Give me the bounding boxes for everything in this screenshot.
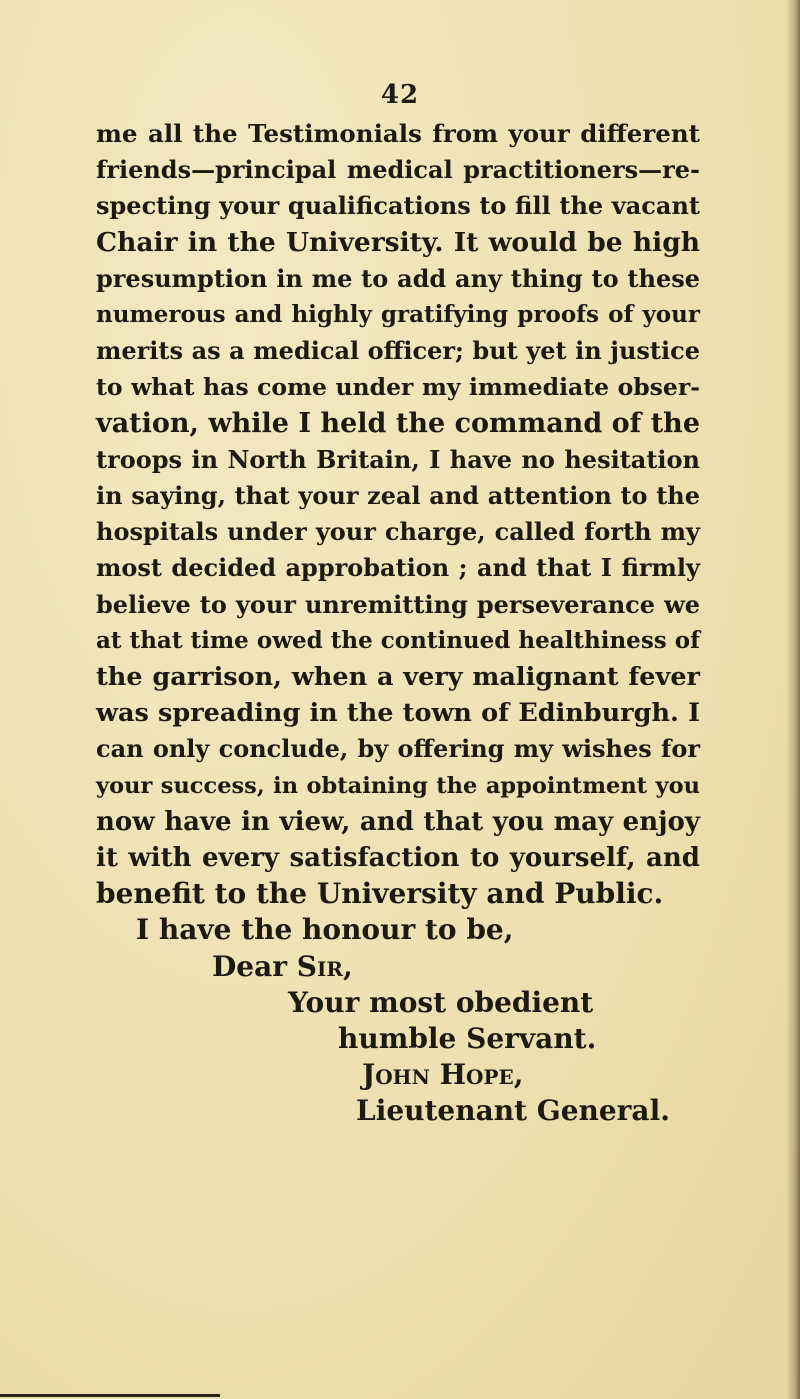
text-line: most decided approbation ; and that I firmly <box>96 553 700 583</box>
closing-servant: humble Servant. <box>338 1022 597 1055</box>
closing-salutation <box>0 950 800 983</box>
text-line: merits as a medical officer; but yet in justice <box>96 336 700 366</box>
signature-rank: Lieutenant General. <box>356 1094 670 1127</box>
page-edge-shadow <box>786 0 800 1399</box>
salutation-prefix: Dear <box>212 950 297 983</box>
page-number: 42 <box>380 80 420 110</box>
text-line: your success, in obtaining the appointment you <box>96 772 700 799</box>
text-line: numerous and highly gratifying proofs of your <box>96 301 700 329</box>
text-line: it with every satisfaction to yourself, and <box>96 843 700 874</box>
signature-name: John Hope <box>362 1058 514 1091</box>
text-line: troops in North Britain, I have no hesitation <box>96 444 700 474</box>
text-line: friends—principal medical practitioners—re- <box>96 155 700 185</box>
text-line: the garrison, when a very malignant fever <box>96 662 700 693</box>
text-line: to what has come under my immediate obser- <box>96 373 700 402</box>
closing-obedient: Your most obedient <box>288 986 594 1019</box>
signature <box>0 1058 800 1091</box>
salutation-suffix: , <box>342 950 353 983</box>
text-line: now have in view, and that you may enjoy <box>96 806 700 837</box>
text-line: vation, while I held the command of the <box>96 407 700 439</box>
letter-paragraph <box>96 116 700 912</box>
signature-suffix: , <box>513 1058 524 1091</box>
text-line: Chair in the University. It would be high <box>96 226 700 258</box>
text-line: in saying, that your zeal and attention to the <box>96 481 700 511</box>
text-line: presumption in me to add any thing to these <box>96 263 700 293</box>
closing-honour: I have the honour to be, <box>136 913 514 946</box>
text-line: can only conclude, by offering my wishes for <box>96 734 700 764</box>
text-line: hospitals under your charge, called forth my <box>96 517 700 547</box>
text-line: believe to your unremitting perseverance we <box>96 589 700 619</box>
text-line: me all the Testimonials from your different <box>96 119 700 148</box>
text-line: was spreading in the town of Edinburgh. I <box>96 698 700 729</box>
text-line: benefit to the University and Public. <box>96 877 664 911</box>
salutation-sir: Sir <box>296 950 343 983</box>
text-line: specting your qualifications to fill the vacant <box>96 191 700 221</box>
bottom-rule <box>0 1394 220 1397</box>
text-line: at that time owed the continued healthiness of <box>96 626 700 654</box>
